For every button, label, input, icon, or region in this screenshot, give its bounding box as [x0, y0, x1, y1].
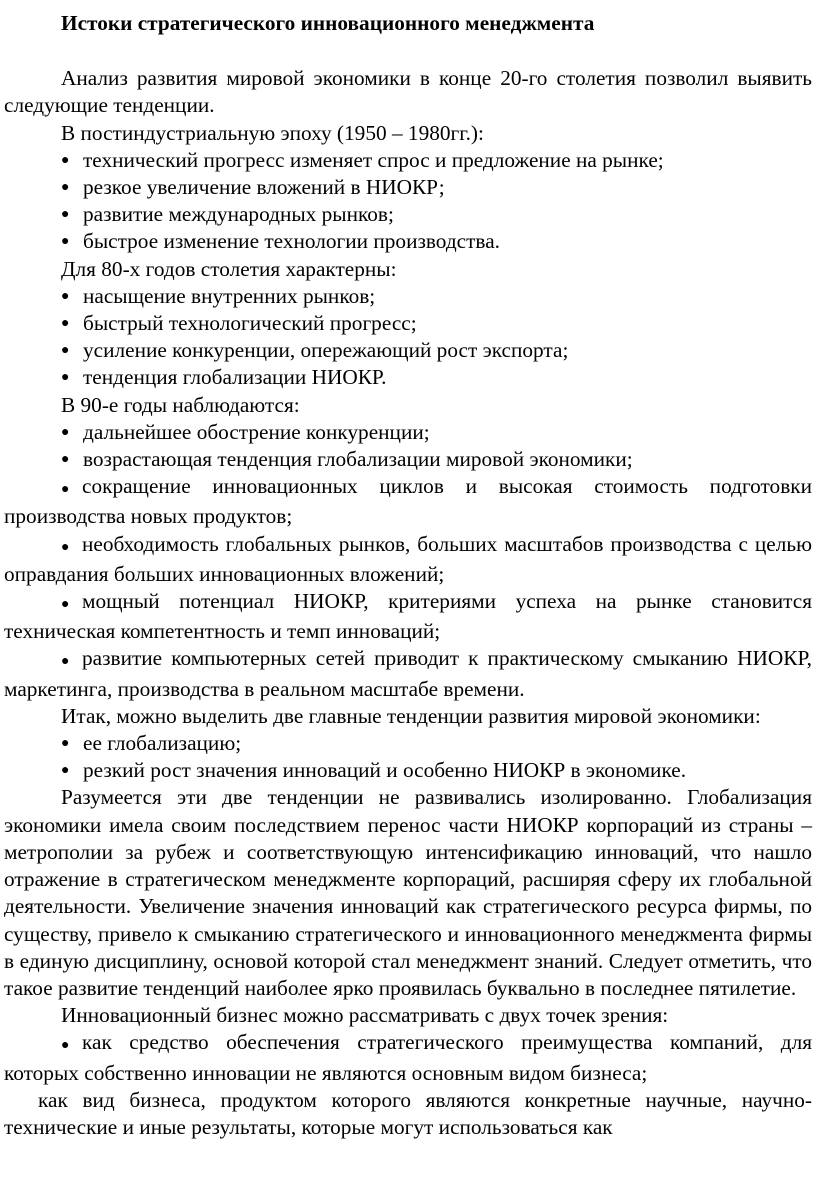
list-item: ● резкое увеличение вложений в НИОКР;: [4, 174, 812, 201]
intro-paragraph: Анализ развития мировой экономики в конце 20-го столетия позволил выявить следующие тенденции.: [4, 66, 812, 118]
list-item: ● необходимость глобальных рынков, больших масштабов производства с целью оправдания больших инновационных вложений;: [4, 531, 812, 586]
list-item: ● технический прогресс изменяет спрос и предложение на рынке;: [4, 147, 812, 174]
list-item-text: как вид бизнеса, продуктом которого являются конкретные научные, научно-технические и иные результаты, которые могут использоваться как: [4, 1087, 812, 1139]
section2-heading: Для 80-х годов столетия характерны:: [61, 256, 397, 281]
list-item: ● ее глобализацию;: [4, 730, 812, 757]
bullet-icon: ●: [61, 736, 70, 752]
list-item: ● дальнейшее обострение конкуренции;: [4, 419, 812, 446]
list-item: ● быстрый технологический прогресс;: [4, 310, 812, 337]
document-title: Истоки стратегического инновационного менеджмента: [61, 11, 595, 35]
bullet-icon: ●: [61, 234, 70, 250]
bullet-icon: ●: [61, 316, 70, 332]
bullet-icon: ●: [61, 539, 70, 555]
list-item: ● возрастающая тенденция глобализации мировой экономики;: [4, 446, 812, 473]
bullet-icon: ●: [61, 207, 70, 223]
list-item: ● быстрое изменение технологии производства.: [4, 228, 812, 255]
bullet-icon: ●: [61, 482, 70, 498]
section1-heading: В постиндустриальную эпоху (1950 – 1980гг.):: [61, 120, 484, 145]
bullet-icon: ●: [61, 343, 70, 359]
bullet-icon: ●: [61, 152, 70, 168]
list-item: ● мощный потенциал НИОКР, критериями успеха на рынке становится техническая компетентность и темп инноваций;: [4, 589, 812, 644]
list-item: ● насыщение внутренних рынков;: [4, 283, 812, 310]
list-item: ● усиление конкуренции, опережающий рост экспорта;: [4, 337, 812, 364]
list-item: ● развитие международных рынков;: [4, 201, 812, 228]
section5-heading: Инновационный бизнес можно рассматривать с двух точек зрения:: [61, 1003, 669, 1028]
bullet-icon: ●: [61, 597, 70, 613]
bullet-icon: ●: [61, 452, 70, 468]
section3-heading: В 90-е годы наблюдаются:: [61, 392, 300, 417]
list-item: ● резкий рост значения инноваций и особенно НИОКР в экономике.: [4, 757, 812, 784]
bullet-icon: ●: [61, 180, 70, 196]
section4-heading: Итак, можно выделить две главные тенденции развития мировой экономики:: [61, 703, 761, 728]
bullet-icon: ●: [61, 654, 70, 670]
bullet-icon: ●: [61, 288, 70, 304]
main-paragraph: Разумеется эти две тенденции не развивались изолированно. Глобализация экономики имела своим последствием перенос части НИОКР корпораций из страны – метрополии за рубеж и соответствующую интенсификацию инноваций, что нашло отражение в стратегическом менеджменте корпораций, расширяя сферу их глобальной деятельности. Увеличение значения инноваций как стратегического ресурса фирмы, по существу, привело к смыканию стратегического и инновационного менеджмента фирмы в единую дисциплину, основой которой стал менеджмент знаний. Следует отметить, что такое развитие тенденций наиболее ярко проявилась буквально в последнее пятилетие.: [4, 785, 812, 1000]
bullet-icon: ●: [61, 424, 70, 440]
list-item: ● сокращение инновационных циклов и высокая стоимость подготовки производства новых продуктов;: [4, 474, 812, 529]
list-item: ● тенденция глобализации НИОКР.: [4, 364, 812, 391]
bullet-icon: ●: [61, 763, 70, 779]
list-item: ● развитие компьютерных сетей приводит к практическому смыканию НИОКР, маркетинга, производства в реальном масштабе времени.: [4, 646, 812, 701]
list-item: ● как средство обеспечения стратегического преимущества компаний, для которых собственно инновации не являются основным видом бизнеса;: [4, 1030, 812, 1085]
bullet-icon: ●: [61, 1038, 70, 1054]
bullet-icon: ●: [61, 370, 70, 386]
